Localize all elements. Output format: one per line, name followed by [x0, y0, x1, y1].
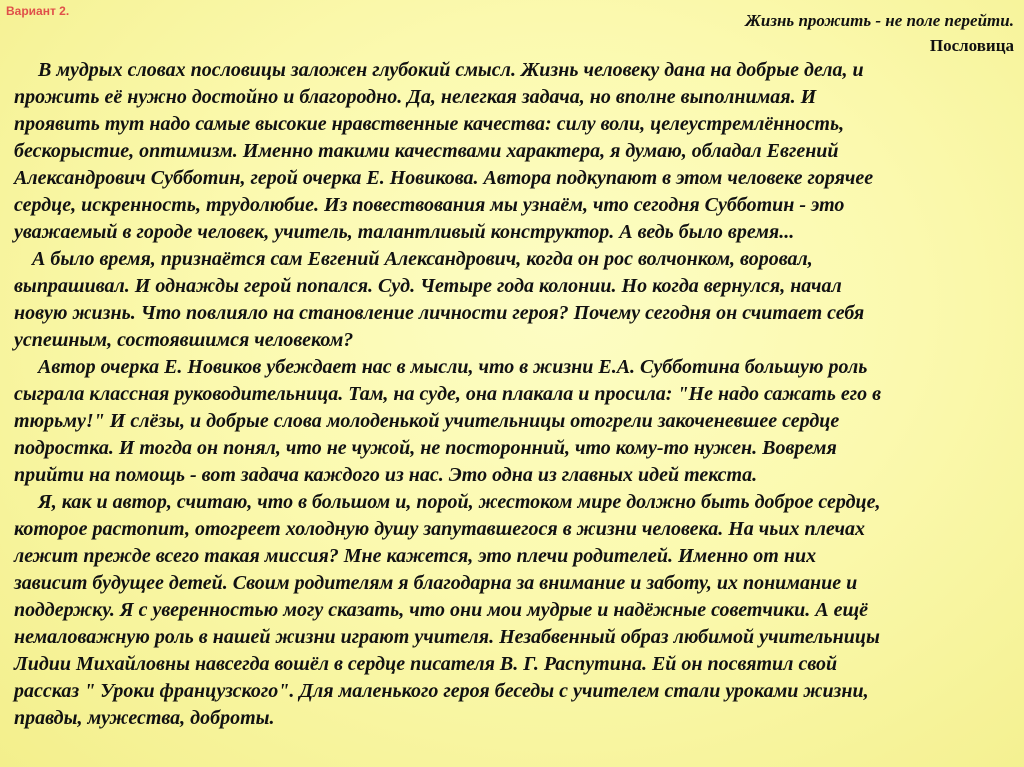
text-line: Лидии Михайловны навсегда вошёл в сердце писателя В. Г. Распутина. Ей он посвятил свой — [14, 653, 838, 675]
text-line: В мудрых словах пословицы заложен глубокий смысл. Жизнь человеку дана на добрые дела, и — [38, 59, 864, 81]
text-line: правды, мужества, доброты. — [14, 707, 275, 729]
text-line: рассказ " Уроки французского". Для маленького героя беседы с учителем стали уроками жизни, — [14, 680, 869, 702]
text-line: подростка. И тогда он понял, что не чужой, не посторонний, что кому-то нужен. Вовремя — [14, 437, 837, 459]
text-line: проявить тут надо самые высокие нравственные качества: силу воли, целеустремлённость, — [14, 113, 845, 135]
text-line: тюрьму!" И слёзы, и добрые слова молоденькой учительницы отогрели закоченевшее сердце — [14, 410, 840, 432]
text-line: немаловажную роль в нашей жизни играют учителя. Незабвенный образ любимой учительницы — [14, 626, 880, 648]
text-line: поддержку. Я с уверенностью могу сказать, что они мои мудрые и надёжные советчики. А ещё — [14, 599, 869, 621]
text-line: которое растопит, отогреет холодную душу запутавшегося в жизни человека. На чьих плечах — [14, 518, 866, 540]
text-line: бескорыстие, оптимизм. Именно такими качествами характера, я думаю, обладал Евгений — [14, 140, 839, 162]
text-line: новую жизнь. Что повлияло на становление личности героя? Почему сегодня он считает себя — [14, 302, 865, 324]
text-line: успешным, состоявшимся человеком? — [14, 329, 354, 351]
epigraph — [745, 8, 1014, 58]
variant-label: Вариант 2. — [6, 4, 70, 18]
text-line: сердце, искренность, трудолюбие. Из повествования мы узнаём, что сегодня Субботин - это — [14, 194, 845, 216]
essay-text — [14, 57, 1014, 732]
text-line: лежит прежде всего такая миссия? Мне кажется, это плечи родителей. Именно от них — [14, 545, 817, 567]
text-line: Я, как и автор, считаю, что в большом и, порой, жестоком мире должно быть доброе сердце, — [38, 491, 881, 513]
text-line: зависит будущее детей. Своим родителям я благодарна за внимание и заботу, их понимание и — [14, 572, 858, 594]
text-line: сыграла классная руководительница. Там, на суде, она плакала и просила: "Не надо сажать его в — [14, 383, 882, 405]
text-line: уважаемый в городе человек, учитель, талантливый конструктор. А ведь было время... — [14, 221, 795, 243]
text-line: прийти на помощь - вот задача каждого из нас. Это одна из главных идей текста. — [14, 464, 758, 486]
epigraph-source: Пословица — [929, 36, 1014, 55]
text-line: А было время, признаётся сам Евгений Александрович, когда он рос волчонком, воровал, — [32, 248, 813, 270]
epigraph-quote: Жизнь прожить - не поле перейти. — [745, 11, 1014, 30]
text-line: прожить её нужно достойно и благородно. Да, нелегкая задача, но вполне выполнимая. И — [14, 86, 817, 108]
text-line: Александрович Субботин, герой очерка Е. Новикова. Автора подкупают в этом человеке горячее — [14, 167, 874, 189]
text-line: Автор очерка Е. Новиков убеждает нас в мысли, что в жизни Е.А. Субботина большую роль — [38, 356, 868, 378]
text-line: выпрашивал. И однажды герой попался. Суд. Четыре года колонии. Но когда вернулся, начал — [14, 275, 842, 297]
